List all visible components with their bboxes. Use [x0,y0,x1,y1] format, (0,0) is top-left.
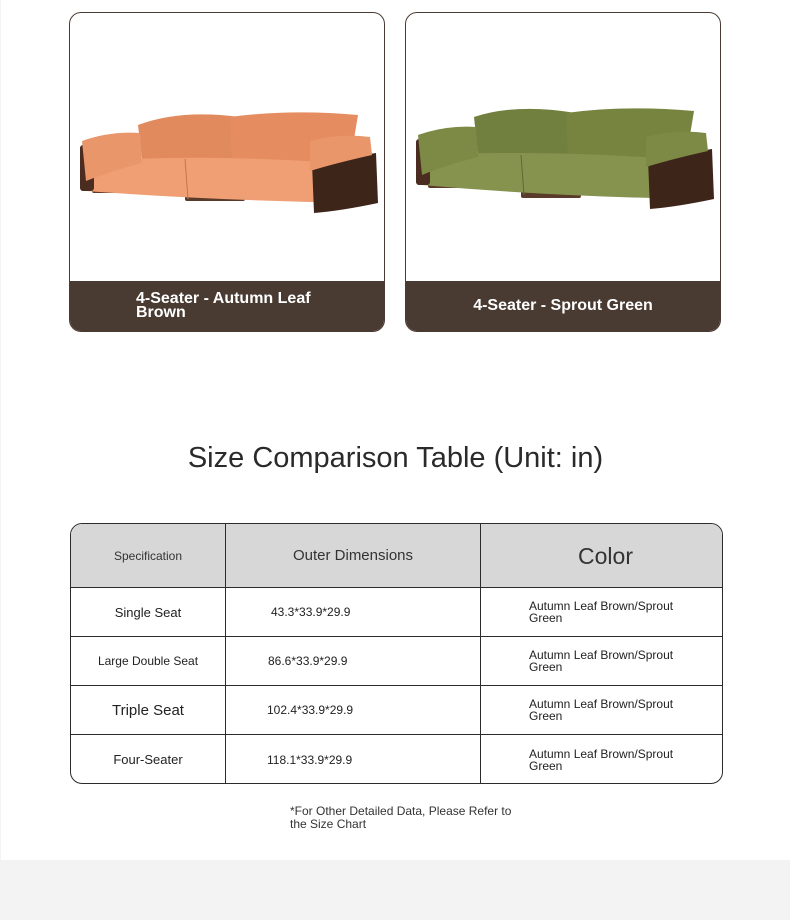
spec-cell: Four-Seater [71,735,226,784]
color-cell: Autumn Leaf Brown/Sprout Green [529,746,674,773]
dims-cell: 86.6*33.9*29.9 [226,637,481,685]
sofa-image-green [406,13,720,283]
header-outer-dimensions: Outer Dimensions [226,524,481,587]
table-row [71,686,722,735]
spec-cell: Single Seat [71,588,226,636]
sofa-green-icon [406,13,721,283]
color-cell: Autumn Leaf Brown/Sprout Green [529,648,674,674]
color-cell: Autumn Leaf Brown/Sprout Green [529,697,674,723]
spec-cell: Large Double Seat [71,637,226,685]
header-specification: Specification [71,524,226,587]
product-card-autumn-leaf-brown[interactable] [69,12,385,332]
table-row [71,637,722,686]
size-comparison-table [70,523,723,784]
product-name: 4-Seater - Sprout Green [473,297,653,314]
size-table-title: Size Comparison Table (Unit: in) [187,442,604,474]
dims-cell: 102.4*33.9*29.9 [226,686,481,734]
sofa-brown-icon [70,13,385,283]
table-row [71,588,722,637]
product-caption [70,281,384,331]
table-header-row [71,524,722,588]
dims-cell: 118.1*33.9*29.9 [226,735,481,784]
product-name: 4-Seater - Autumn Leaf Brown [136,290,311,321]
spec-cell: Triple Seat [71,686,226,734]
dims-cell: 43.3*33.9*29.9 [226,588,481,636]
page [1,0,790,860]
color-cell: Autumn Leaf Brown/Sprout Green [529,599,674,625]
product-caption [406,281,720,331]
size-chart-note: *For Other Detailed Data, Please Refer to the Size Chart [290,804,512,831]
header-color: Color [578,542,633,569]
table-row [71,735,722,784]
sofa-image-brown [70,13,384,283]
product-card-sprout-green[interactable] [405,12,721,332]
